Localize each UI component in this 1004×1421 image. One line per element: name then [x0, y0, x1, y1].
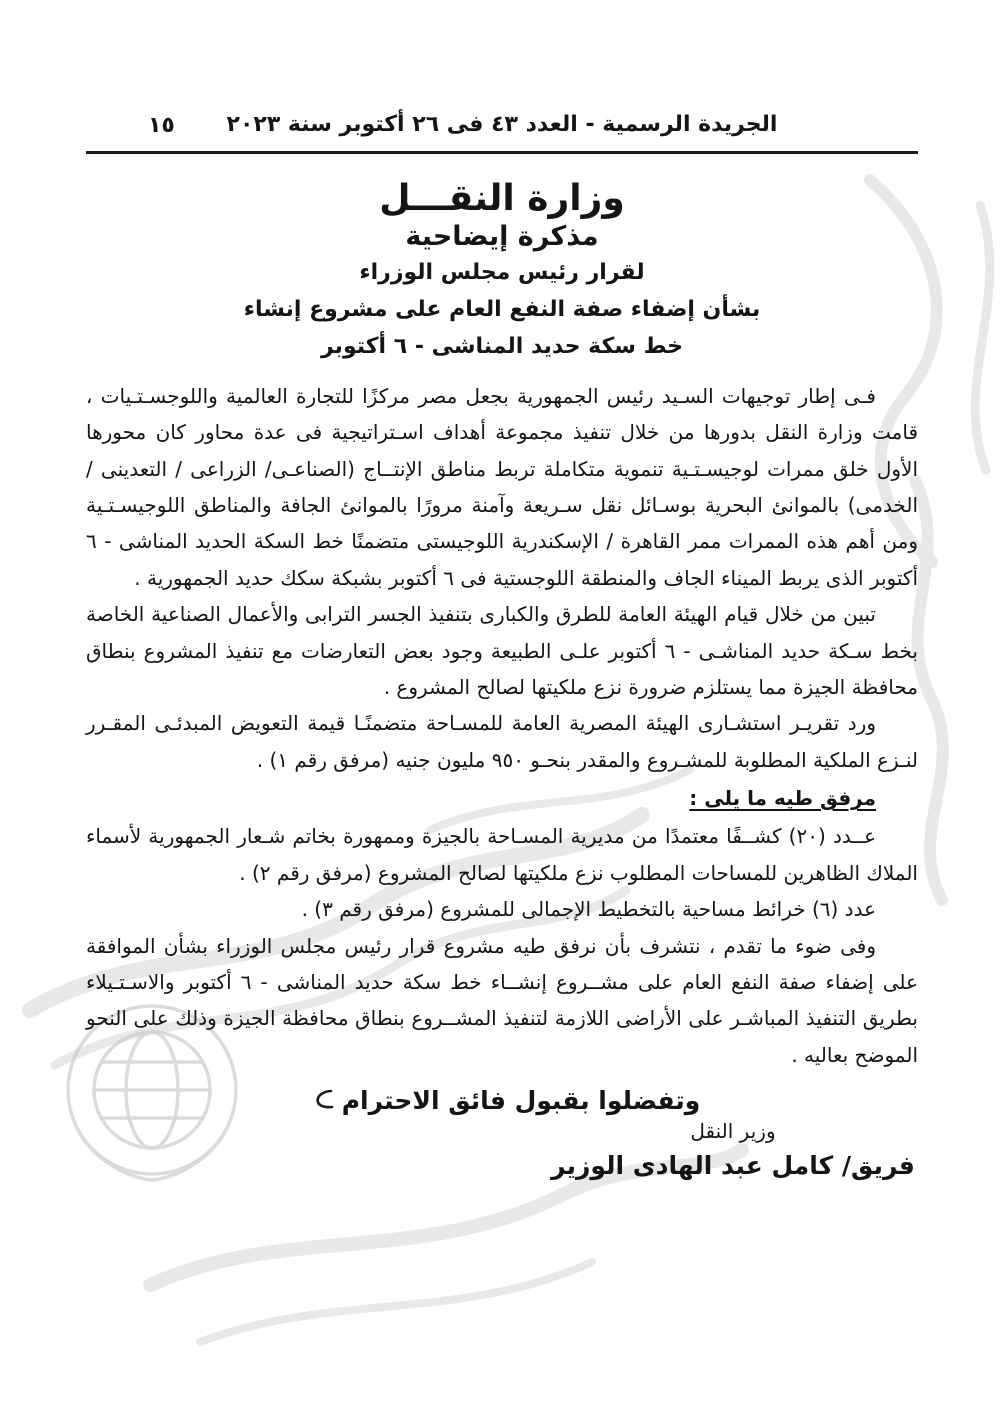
paragraph: ورد تقريـر استشـارى الهيئة المصرية العامة للمسـاحة متضمنًـا قيمة التعويض المبدئـى المقـرر لنـزع الملكية المطلوبة للمشـروع والمقدر بنحـو ٩٥٠ مليون جنيه (مرفق رقم ١) . — [86, 711, 918, 772]
salutation-text: وتفضلوا بقبول فائق الاحترام — [341, 1085, 701, 1115]
memo-subtitle-2: بشأن إضفاء صفة النفع العام على مشروع إنشاء — [243, 297, 761, 323]
attachment-item: عــدد (٢٠) كشــفًا معتمدًا من مديرية المسـاحة بالجيزة وممهورة بخاتم شـعار الجمهورية لأسماء الملاك الظاهرين للمساحات المطلوب نزع ملكيتها لصالح المشروع (مرفق رقم ٢) . — [86, 824, 918, 885]
title-block — [86, 178, 918, 363]
paragraph: فـى إطار توجيهات السـيد رئيس الجمهورية بجعل مصر مركزًا للتجارة العالمية واللوجسـتـيات ، قامت وزارة النقل بدورها من خلال تنفيذ مجموعة أهداف اسـتراتيجية فى عدة محاور كان محورها الأول خلق ممرات لوجيسـتـية تنموية متكاملة تربط مناطق الإنتــاج (الصناعـى/ الزراعى / التعدينى / الخدمى) بالموانئ البحرية بوسـائل نقل سـريعة وآمنة مرورًا بالموانئ الجافة والمناطق اللوجيسـتـية ومن أهم هذه الممرات ممر القاهرة / الإسكندرية اللوجيستى متضمنًا خط السكة الحديد المناشى - ٦ أكتوبر الذى يربط الميناء الجاف والمنطقة اللوجستية فى ٦ أكتوبر بشبكة سكك حديد الجمهورية . — [86, 383, 918, 590]
signature-flourish-icon — [304, 1085, 334, 1115]
paragraph: تبين من خلال قيام الهيئة العامة للطرق والكبارى بتنفيذ الجسر الترابى والأعمال الصناعية الخاصة بخط سـكة حديد المناشـى - ٦ أكتوبر علـى الطبيعة وجود بعض التعارضات مع تنفيذ المشروع بنطاق محافظة الجيزة مما يستلزم ضرورة نزع ملكيتها لصالح المشروع . — [86, 602, 918, 699]
signer-name: فريق/ كامل عبد الهادى الوزير — [551, 1151, 915, 1181]
signer-title: وزير النقل — [690, 1119, 776, 1144]
attachments-heading: مرفق طيه ما يلى : — [689, 786, 876, 811]
memo-type-title: مذكرة إيضاحية — [405, 221, 599, 253]
header-divider — [86, 151, 918, 154]
attachments-heading-line — [86, 780, 918, 816]
memo-body — [86, 378, 918, 1073]
closing-paragraph: وفى ضوء ما تقدم ، نتشرف بأن نرفق طيه مشروع قرار رئيس مجلس الوزراء بشأن الموافقة على إضفاء صفة النفع العام على مشــروع إنشــاء خط سكة حديد المناشى - ٦ أكتوبر والاسـتـيلاء بطريق التنفيذ المباشـر على الأراضى اللازمة لتنفيذ المشــروع بنطاق محافظة الجيزة وذلك على النحو الموضح بعاليه . — [86, 933, 918, 1067]
page-header — [86, 112, 918, 144]
attachment-item: عدد (٦) خرائط مساحية بالتخطيط الإجمالى للمشروع (مرفق رقم ٣) . — [301, 897, 876, 922]
ministry-title: وزارة النقـــل — [379, 178, 625, 219]
salutation-line — [86, 1085, 918, 1115]
signature-block — [548, 1119, 918, 1180]
memo-subtitle-3: خط سكة حديد المناشى - ٦ أكتوبر — [321, 333, 683, 359]
issue-line: الجريدة الرسمية - العدد ٤٣ فى ٢٦ أكتوبر سنة ٢٠٢٣ — [226, 112, 778, 137]
page-number: ١٥ — [148, 113, 175, 138]
memo-subtitle-1: لقرار رئيس مجلس الوزراء — [359, 260, 645, 286]
